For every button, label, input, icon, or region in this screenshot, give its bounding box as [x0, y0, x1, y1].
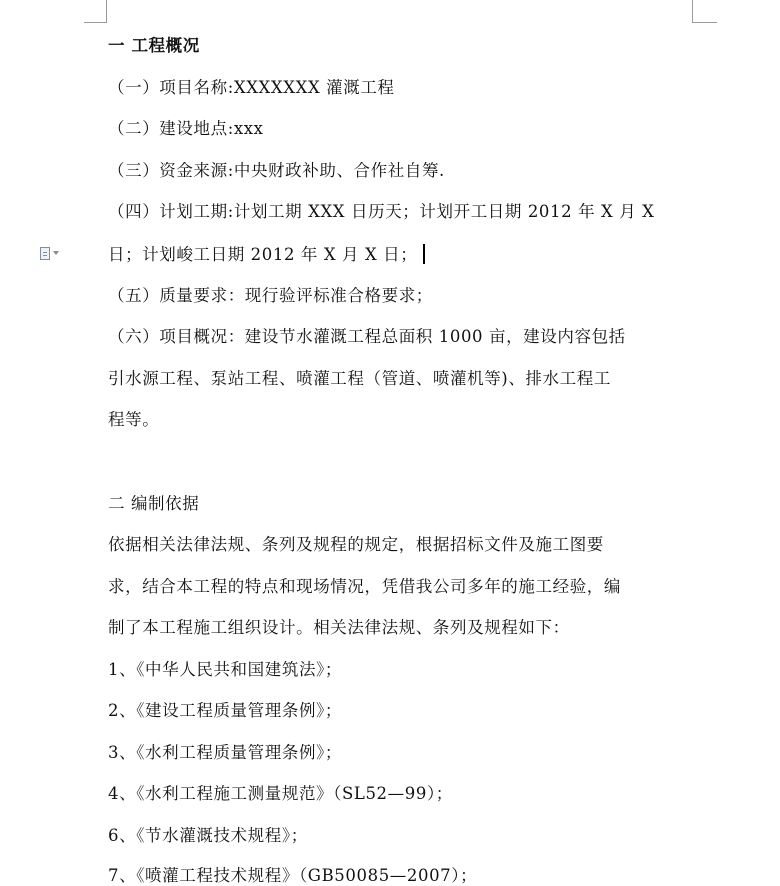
list-item: 4、《水利工程施工测量规范》（SL52—99）；	[108, 784, 453, 803]
list-item: 1、《中华人民共和国建筑法》；	[108, 660, 342, 679]
text-line: 依据相关法律法规、条列及规程的规定，根据招标文件及施工图要	[108, 535, 604, 554]
document-icon	[40, 247, 50, 260]
text-line: （五）质量要求：现行验评标准合格要求；	[108, 286, 433, 305]
text-line: 引水源工程、泵站工程、喷灌工程（管道、喷灌机等)、排水工程工	[108, 369, 611, 388]
page-corner-mark-top-right	[692, 0, 717, 23]
list-item: 7、《喷灌工程技术规程》（GB50085—2007）；	[108, 866, 478, 885]
section-heading: 一 工程概况	[108, 36, 200, 55]
list-item: 3、《水利工程质量管理条例》；	[108, 743, 342, 762]
text-line: （一）项目名称:XXXXXXX 灌溉工程	[108, 78, 395, 97]
text-line-with-cursor[interactable]	[108, 244, 425, 265]
chevron-down-icon	[53, 251, 59, 255]
text-line: （二）建设地点:xxx	[108, 119, 264, 138]
list-item: 6、《节水灌溉技术规程》；	[108, 826, 308, 845]
paragraph-menu-button[interactable]	[40, 245, 68, 261]
text-line: 程等。	[108, 410, 160, 429]
text-line: （六）项目概况：建设节水灌溉工程总面积 1000 亩，建设内容包括	[108, 327, 626, 346]
text-line: （四）计划工期:计划工期 XXX 日历天；计划开工日期 2012 年 X 月 X	[108, 202, 655, 221]
list-item: 2、《建设工程质量管理条例》；	[108, 701, 342, 720]
text-line: 日；计划峻工日期 2012 年 X 月 X 日；	[108, 245, 418, 264]
section-heading: 二 编制依据	[108, 494, 200, 513]
text-line: 求，结合本工程的特点和现场情况，凭借我公司多年的施工经验，编	[108, 577, 621, 596]
text-cursor	[423, 244, 425, 264]
text-line: （三）资金来源:中央财政补助、合作社自筹.	[108, 161, 445, 180]
text-line: 制了本工程施工组织设计。相关法律法规、条列及规程如下：	[108, 618, 570, 637]
page-corner-mark-top-left	[84, 0, 107, 23]
